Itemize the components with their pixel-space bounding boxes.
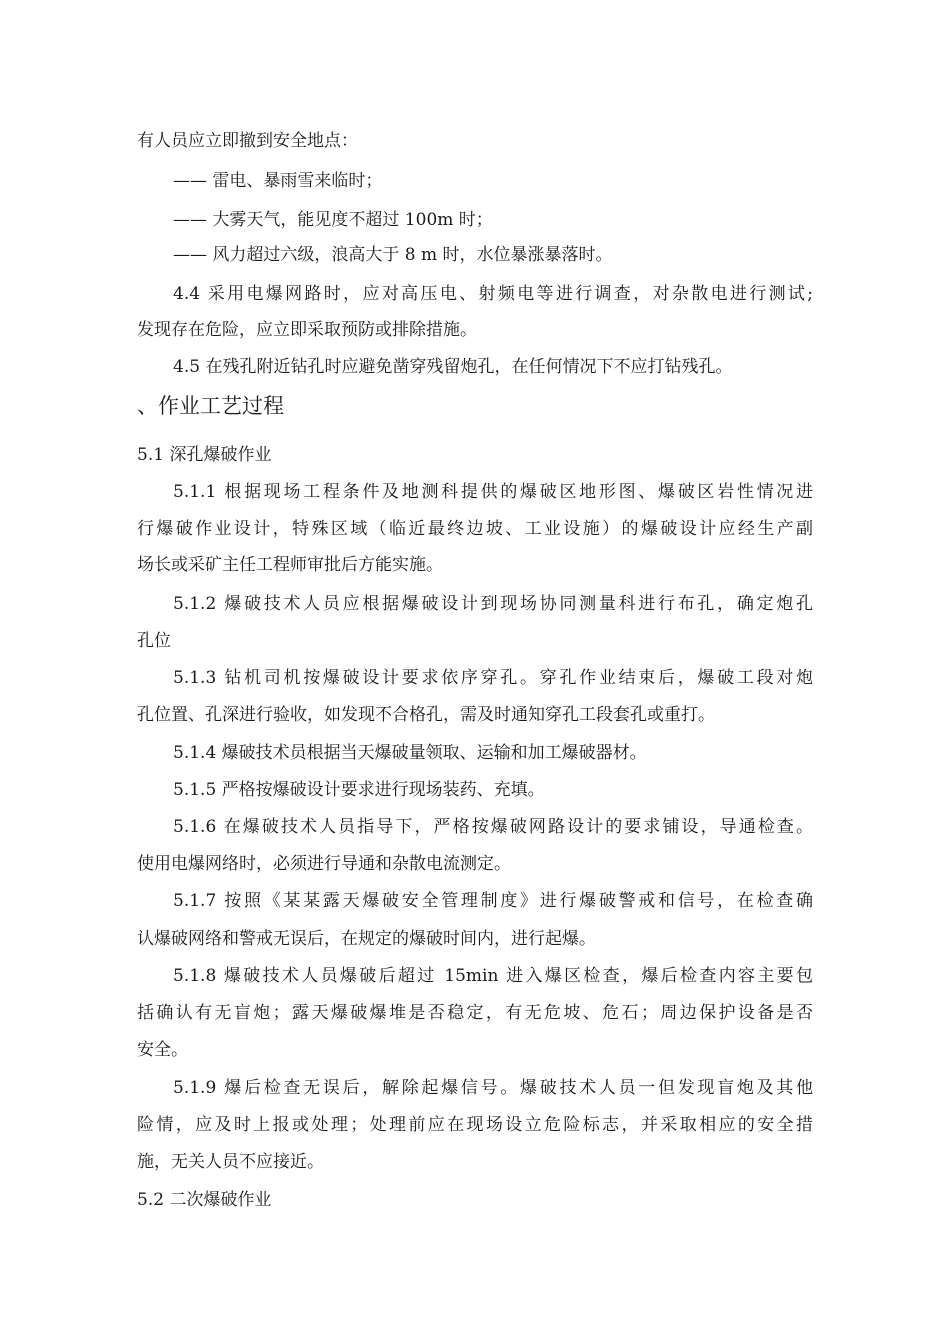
paragraph-line: 5.1.9 爆后检查无误后，解除起爆信号。爆破技术人员一但发现盲炮及其他 bbox=[173, 1078, 813, 1098]
paragraph-line: 险情，应及时上报或处理；处理前应在现场设立危险标志，并采取相应的安全措 bbox=[137, 1115, 813, 1135]
list-item: —— 大雾天气，能见度不超过 100m 时； bbox=[173, 210, 493, 230]
paragraph-line: 场长或采矿主任工程师审批后方能实施。 bbox=[137, 555, 443, 575]
paragraph-line: 孔位 bbox=[137, 631, 171, 651]
list-item: —— 雷电、暴雨雪来临时； bbox=[173, 171, 383, 191]
paragraph-line: 5.1.8 爆破技术人员爆破后超过 15min 进入爆区检查，爆后检查内容主要包 bbox=[173, 966, 813, 986]
subsection-heading: 5.1 深孔爆破作业 bbox=[137, 445, 272, 465]
paragraph-line: 施，无关人员不应接近。 bbox=[137, 1152, 324, 1172]
paragraph-line: 安全。 bbox=[137, 1040, 188, 1060]
list-item: —— 风力超过六级，浪高大于 8 m 时，水位暴涨暴落时。 bbox=[173, 245, 613, 265]
section-heading: 、作业工艺过程 bbox=[137, 394, 284, 418]
paragraph-line: 5.1.2 爆破技术人员应根据爆破设计到现场协同测量科进行布孔，确定炮孔 bbox=[173, 594, 813, 614]
paragraph-line: 5.1.4 爆破技术员根据当天爆破量领取、运输和加工爆破器材。 bbox=[173, 743, 647, 763]
paragraph-line: 括确认有无盲炮；露天爆破爆堆是否稳定，有无危坡、危石；周边保护设备是否 bbox=[137, 1003, 813, 1023]
paragraph-line: 发现存在危险，应立即采取预防或排除措施。 bbox=[137, 320, 477, 340]
paragraph-line: 使用电爆网络时，必须进行导通和杂散电流测定。 bbox=[137, 854, 511, 874]
paragraph-line: 孔位置、孔深进行验收，如发现不合格孔，需及时通知穿孔工段套孔或重打。 bbox=[137, 705, 715, 725]
paragraph-line: 4.4 采用电爆网路时，应对高压电、射频电等进行调查，对杂散电进行测试; bbox=[173, 284, 813, 304]
paragraph-line: 认爆破网络和警戒无误后，在规定的爆破时间内，进行起爆。 bbox=[137, 929, 596, 949]
paragraph-line: 4.5 在残孔附近钻孔时应避免凿穿残留炮孔，在任何情况下不应打钻残孔。 bbox=[173, 357, 733, 377]
paragraph-line: 5.1.7 按照《某某露天爆破安全管理制度》进行爆破警戒和信号，在检查确 bbox=[173, 891, 813, 911]
paragraph-line: 5.1.6 在爆破技术人员指导下，严格按爆破网路设计的要求铺设，导通检查。 bbox=[173, 817, 813, 837]
paragraph-line: 5.1.3 钻机司机按爆破设计要求依序穿孔。穿孔作业结束后，爆破工段对炮 bbox=[173, 668, 813, 688]
paragraph-line: 行爆破作业设计，特殊区域（临近最终边坡、工业设施）的爆破设计应经生产副 bbox=[137, 519, 813, 539]
paragraph-line: 5.1.5 严格按爆破设计要求进行现场装药、充填。 bbox=[173, 780, 545, 800]
subsection-heading: 5.2 二次爆破作业 bbox=[137, 1190, 272, 1210]
paragraph-line: 5.1.1 根据现场工程条件及地测科提供的爆破区地形图、爆破区岩性情况进 bbox=[173, 482, 813, 502]
text-line: 有人员应立即撤到安全地点： bbox=[137, 131, 358, 151]
